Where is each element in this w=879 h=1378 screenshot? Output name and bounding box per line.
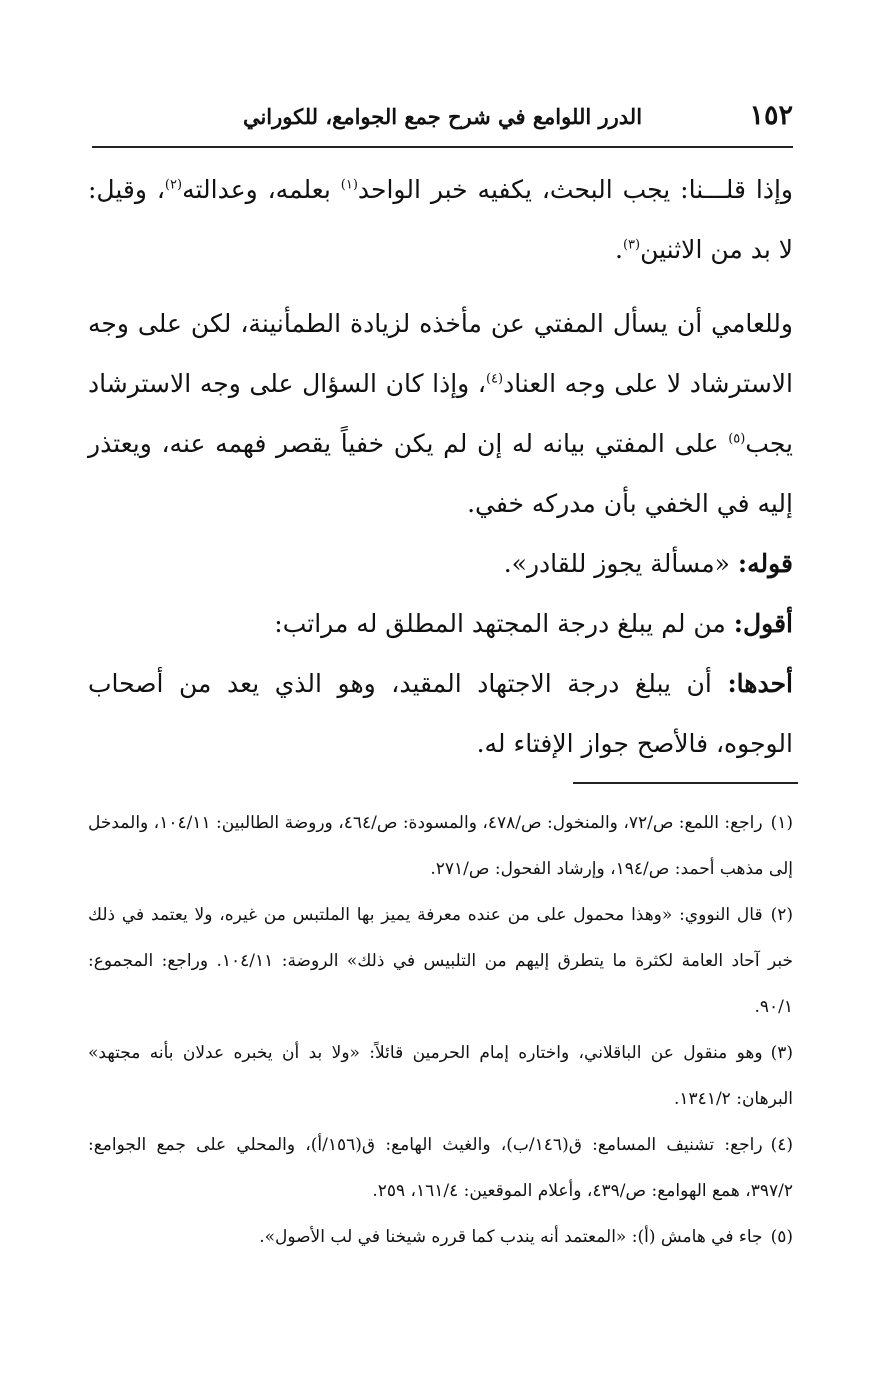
footnote-ref-2: (٢) [164,177,183,193]
page-header [92,96,793,140]
paragraph-1 [88,160,793,280]
footnote-5 [88,1214,793,1260]
paragraph-1-text-c: ، وقيل: لا بد من الاثنين [88,175,793,264]
footnote-number: (٣) [770,1043,793,1063]
paragraph-4-text: من لم يبلغ درجة المجتهد المطلق له مراتب: [274,609,734,638]
paragraph-5 [88,654,793,774]
paragraph-4 [88,594,793,654]
paragraph-2 [88,294,793,534]
main-text [88,160,793,774]
footnote-ref-3: (٣) [622,237,641,253]
footnote-ref-5: (٥) [728,431,746,447]
paragraph-2-text-b: ، وإذا كان السؤال على وجه الاسترشاد يجب [88,369,793,458]
paragraph-2-text-a: وللعامي أن يسأل المفتي عن مأخذه لزيادة الطمأنينة، لكن على وجه الاسترشاد لا على وجه العناد [88,309,793,398]
footnote-text: راجع: تشنيف المسامع: ق(١٤٦/ب)، والغيث الهامع: ق(١٥٦/أ)، والمحلي على جمع الجوامع: ٣٩٧/٢، همع الهوامع: ص/٤٣٩، وأعلام الموقعين: ١٦١/٤، ٢٥٩. [88,1135,793,1201]
paragraph-1-text-b: بعلمه، وعدالته [182,175,341,204]
running-title: الدرر اللوامع في شرح جمع الجوامع، للكوراني [242,104,643,129]
paragraph-3-text: «مسألة يجوز للقادر». [503,549,738,578]
paragraph-3 [88,534,793,594]
paragraph-5-text: أن يبلغ درجة الاجتهاد المقيد، وهو الذي يعد من أصحاب الوجوه، فالأصح جواز الإفتاء له. [88,669,793,758]
paragraph-1-text-d: . [615,235,623,264]
footnote-number: (١) [770,813,794,833]
footnote-text: قال النووي: «وهذا محمول على من عنده معرفة يميز بها الملتبس من غيره، ولا يعتمد في ذلك خبر آحاد العامة لكثرة ما يتطرق إليهم من التلبيس في ذلك» الروضة: ١٠٤/١١. وراجع: المجموع: ٩٠/١. [88,905,793,1017]
footnote-separator [573,782,798,784]
paragraph-5-lead: أحدها: [727,669,793,698]
footnote-2 [88,892,793,1030]
footnotes [88,800,793,1260]
footnote-ref-1: (١) [340,177,358,193]
footnote-number: (٥) [770,1227,793,1247]
paragraph-4-lead: أقول: [733,609,793,638]
paragraph-2-text-c: على المفتي بيانه له إن لم يكن خفياً يقصر فهمه عنه، ويعتذر إليه في الخفي بأن مدركه خفي. [88,429,793,518]
footnote-text: جاء في هامش (أ): «المعتمد أنه يندب كما قرره شيخنا في لب الأصول». [259,1227,763,1247]
header-rule [92,146,793,148]
footnote-text: راجع: اللمع: ص/٧٢، والمنخول: ص/٤٧٨، والمسودة: ص/٤٦٤، وروضة الطالبين: ١٠٤/١١، والمدخل إلى مذهب أحمد: ص/١٩٤، وإرشاد الفحول: ص/٢٧١. [88,813,793,879]
footnote-4 [88,1122,793,1214]
paragraph-1-text-a: وإذا قلـــنا: يجب البحث، يكفيه خبر الواحد [357,175,793,204]
page-number: ١٥٢ [749,100,793,131]
footnote-1 [88,800,793,892]
footnote-number: (٢) [770,905,793,925]
paragraph-3-lead: قوله: [737,549,793,578]
footnote-3 [88,1030,793,1122]
footnote-ref-4: (٤) [485,371,504,387]
footnote-text: وهو منقول عن الباقلاني، واختاره إمام الحرمين قائلاً: «ولا بد أن يخبره عدلان بأنه مجتهد» البرهان: ١٣٤١/٢. [88,1043,793,1109]
footnote-number: (٤) [770,1135,793,1155]
